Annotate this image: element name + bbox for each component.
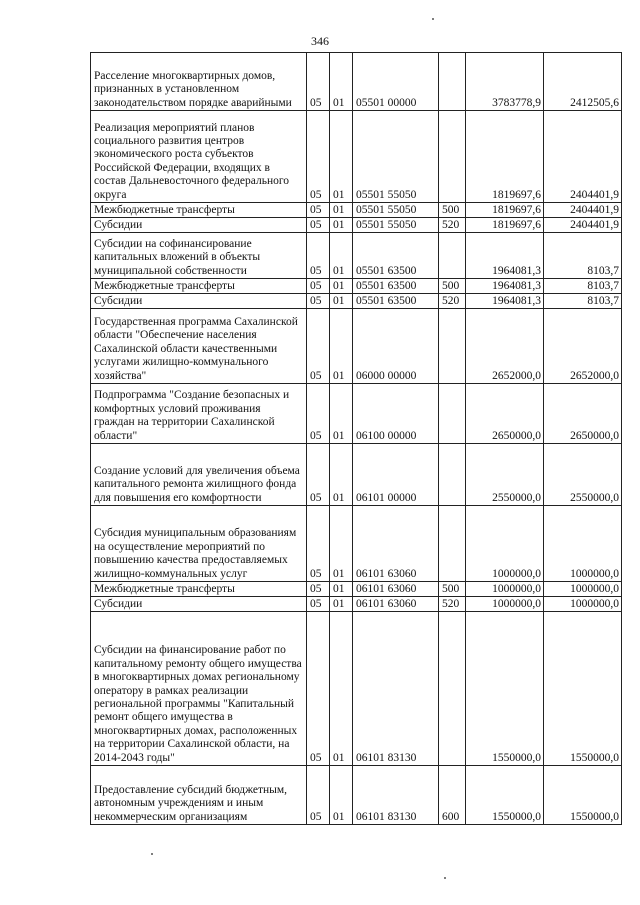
row-amount-1: 1964081,3 [466, 294, 544, 309]
row-target-article: 05501 00000 [353, 53, 439, 111]
row-expense-type: 500 [439, 203, 466, 218]
row-subsection-code: 01 [330, 384, 353, 444]
row-amount-1: 1550000,0 [466, 612, 544, 766]
row-amount-2: 8103,7 [544, 233, 622, 279]
row-expense-type [439, 384, 466, 444]
row-subsection-code: 01 [330, 53, 353, 111]
row-name: Субсидии [91, 218, 307, 233]
row-expense-type: 520 [439, 294, 466, 309]
row-name: Межбюджетные трансферты [91, 203, 307, 218]
row-section-code: 05 [307, 309, 330, 384]
row-target-article: 06101 63060 [353, 582, 439, 597]
row-target-article: 06101 63060 [353, 506, 439, 582]
row-amount-2: 2412505,6 [544, 53, 622, 111]
row-amount-1: 1964081,3 [466, 279, 544, 294]
row-amount-2: 1550000,0 [544, 766, 622, 825]
row-name: Расселение многоквартирных домов, признанных в установленном законодательством порядке аварийными [91, 53, 307, 111]
row-target-article: 05501 63500 [353, 294, 439, 309]
row-expense-type [439, 309, 466, 384]
row-amount-1: 2652000,0 [466, 309, 544, 384]
row-name: Субсидии [91, 597, 307, 612]
row-target-article: 05501 63500 [353, 233, 439, 279]
row-amount-2: 2652000,0 [544, 309, 622, 384]
row-subsection-code: 01 [330, 279, 353, 294]
row-name: Субсидии на финансирование работ по капитальному ремонту общего имущества в многоквартирных домах региональному оператору в рамках реализации региональной программы "Капитальный ремонт общего имущества в многоквартирных домах, расположенных на территории Сахалинской области, на 2014-2043 годы" [91, 612, 307, 766]
table-row [91, 294, 622, 309]
row-section-code: 05 [307, 203, 330, 218]
row-target-article: 06101 83130 [353, 612, 439, 766]
row-subsection-code: 01 [330, 233, 353, 279]
row-expense-type: 600 [439, 766, 466, 825]
row-section-code: 05 [307, 53, 330, 111]
row-expense-type [439, 111, 466, 203]
scan-speck [432, 18, 434, 20]
row-amount-1: 1000000,0 [466, 506, 544, 582]
budget-table-body [91, 53, 622, 825]
row-expense-type [439, 612, 466, 766]
row-amount-2: 8103,7 [544, 294, 622, 309]
row-target-article: 06101 00000 [353, 444, 439, 506]
row-expense-type: 500 [439, 582, 466, 597]
row-amount-2: 2650000,0 [544, 384, 622, 444]
row-expense-type: 520 [439, 597, 466, 612]
row-amount-1: 1819697,6 [466, 111, 544, 203]
row-section-code: 05 [307, 218, 330, 233]
row-target-article: 06101 83130 [353, 766, 439, 825]
row-amount-1: 2550000,0 [466, 444, 544, 506]
row-section-code: 05 [307, 506, 330, 582]
row-subsection-code: 01 [330, 506, 353, 582]
row-section-code: 05 [307, 612, 330, 766]
row-amount-1: 1000000,0 [466, 597, 544, 612]
row-target-article: 06100 00000 [353, 384, 439, 444]
row-section-code: 05 [307, 294, 330, 309]
row-name: Субсидии на софинансирование капитальных вложений в объекты муниципальной собственности [91, 233, 307, 279]
row-subsection-code: 01 [330, 111, 353, 203]
row-amount-2: 2404401,9 [544, 111, 622, 203]
row-amount-1: 1964081,3 [466, 233, 544, 279]
row-amount-2: 1000000,0 [544, 597, 622, 612]
row-amount-1: 1550000,0 [466, 766, 544, 825]
row-subsection-code: 01 [330, 597, 353, 612]
table-row [91, 444, 622, 506]
table-row [91, 506, 622, 582]
row-section-code: 05 [307, 444, 330, 506]
row-name: Государственная программа Сахалинской области "Обеспечение населения Сахалинской области качественными услугами жилищно-коммунального хозяйства" [91, 309, 307, 384]
row-expense-type [439, 233, 466, 279]
row-amount-1: 2650000,0 [466, 384, 544, 444]
row-name: Межбюджетные трансферты [91, 279, 307, 294]
row-expense-type [439, 53, 466, 111]
row-name: Межбюджетные трансферты [91, 582, 307, 597]
table-row [91, 384, 622, 444]
row-subsection-code: 01 [330, 582, 353, 597]
row-amount-2: 2404401,9 [544, 203, 622, 218]
row-amount-1: 1819697,6 [466, 203, 544, 218]
row-section-code: 05 [307, 766, 330, 825]
row-section-code: 05 [307, 597, 330, 612]
row-target-article: 06000 00000 [353, 309, 439, 384]
row-section-code: 05 [307, 582, 330, 597]
row-section-code: 05 [307, 111, 330, 203]
row-target-article: 06101 63060 [353, 597, 439, 612]
row-amount-2: 1550000,0 [544, 612, 622, 766]
row-subsection-code: 01 [330, 612, 353, 766]
row-name: Предоставление субсидий бюджетным, автономным учреждениям и иным некоммерческим организациям [91, 766, 307, 825]
table-row [91, 597, 622, 612]
row-amount-1: 1000000,0 [466, 582, 544, 597]
scan-speck [151, 853, 153, 855]
row-name: Субсидия муниципальным образованиям на осуществление мероприятий по повышению качества предоставляемых жилищно-коммунальных услуг [91, 506, 307, 582]
table-row [91, 612, 622, 766]
row-subsection-code: 01 [330, 294, 353, 309]
row-subsection-code: 01 [330, 444, 353, 506]
row-expense-type: 520 [439, 218, 466, 233]
table-row [91, 766, 622, 825]
row-target-article: 05501 55050 [353, 203, 439, 218]
table-row [91, 53, 622, 111]
budget-table [90, 52, 622, 825]
row-subsection-code: 01 [330, 218, 353, 233]
row-name: Реализация мероприятий планов социального развития центров экономического роста субъектов Российской Федерации, входящих в состав Дальневосточного федерального округа [91, 111, 307, 203]
table-row [91, 218, 622, 233]
row-amount-2: 1000000,0 [544, 582, 622, 597]
row-amount-1: 3783778,9 [466, 53, 544, 111]
row-subsection-code: 01 [330, 766, 353, 825]
row-subsection-code: 01 [330, 309, 353, 384]
row-expense-type: 500 [439, 279, 466, 294]
table-row [91, 233, 622, 279]
table-row [91, 111, 622, 203]
row-name: Субсидии [91, 294, 307, 309]
row-target-article: 05501 63500 [353, 279, 439, 294]
page-number: 346 [311, 34, 329, 48]
row-name: Создание условий для увеличения объема капитального ремонта жилищного фонда для повышения его комфортности [91, 444, 307, 506]
row-section-code: 05 [307, 279, 330, 294]
row-expense-type [439, 444, 466, 506]
table-row [91, 279, 622, 294]
scan-speck [444, 877, 446, 879]
row-target-article: 05501 55050 [353, 111, 439, 203]
table-row [91, 203, 622, 218]
row-target-article: 05501 55050 [353, 218, 439, 233]
row-amount-2: 2550000,0 [544, 444, 622, 506]
row-amount-2: 1000000,0 [544, 506, 622, 582]
row-name: Подпрограмма "Создание безопасных и комфортных условий проживания граждан на территории Сахалинской области" [91, 384, 307, 444]
row-section-code: 05 [307, 384, 330, 444]
row-expense-type [439, 506, 466, 582]
row-section-code: 05 [307, 233, 330, 279]
row-subsection-code: 01 [330, 203, 353, 218]
row-amount-2: 2404401,9 [544, 218, 622, 233]
table-row [91, 582, 622, 597]
row-amount-2: 8103,7 [544, 279, 622, 294]
row-amount-1: 1819697,6 [466, 218, 544, 233]
table-row [91, 309, 622, 384]
